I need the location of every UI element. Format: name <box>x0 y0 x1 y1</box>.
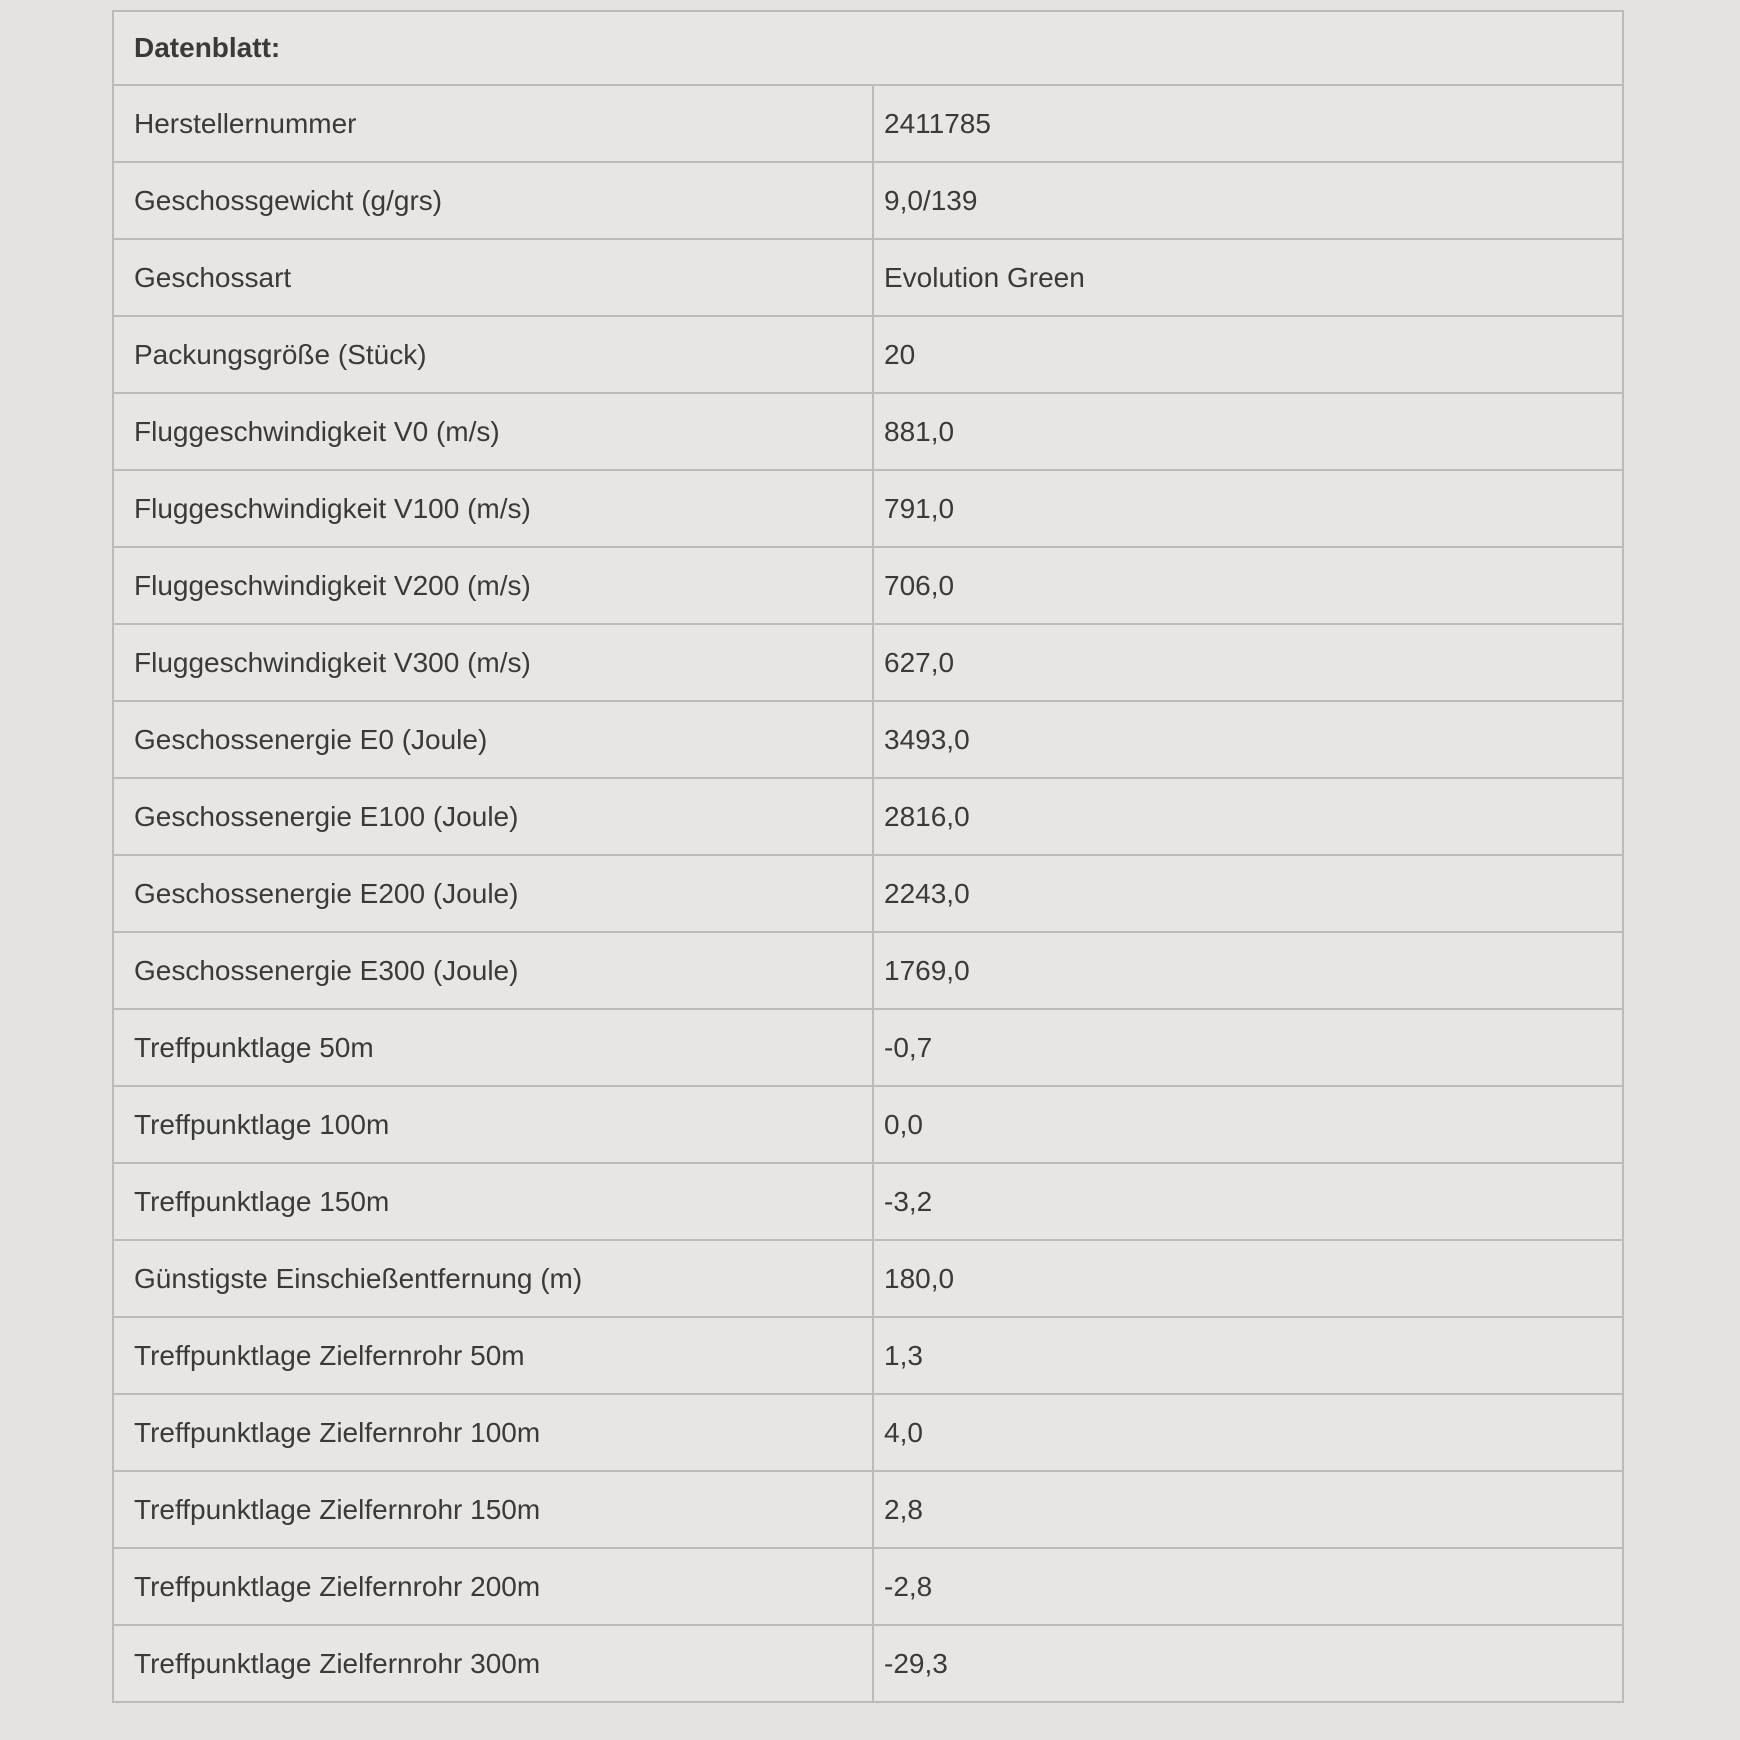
spec-label: Treffpunktlage Zielfernrohr 300m <box>113 1625 873 1702</box>
spec-label: Geschossgewicht (g/grs) <box>113 162 873 239</box>
spec-label: Geschossenergie E300 (Joule) <box>113 932 873 1009</box>
spec-value: 0,0 <box>873 1086 1623 1163</box>
spec-value: -0,7 <box>873 1009 1623 1086</box>
spec-label: Fluggeschwindigkeit V200 (m/s) <box>113 547 873 624</box>
table-row <box>113 1548 1623 1625</box>
spec-value: 4,0 <box>873 1394 1623 1471</box>
spec-label: Treffpunktlage Zielfernrohr 100m <box>113 1394 873 1471</box>
table-row <box>113 855 1623 932</box>
spec-value: -2,8 <box>873 1548 1623 1625</box>
table-row <box>113 932 1623 1009</box>
spec-value: 791,0 <box>873 470 1623 547</box>
table-row <box>113 85 1623 162</box>
table-row <box>113 1394 1623 1471</box>
spec-label: Treffpunktlage Zielfernrohr 200m <box>113 1548 873 1625</box>
spec-value: -29,3 <box>873 1625 1623 1702</box>
table-row <box>113 1009 1623 1086</box>
spec-label: Geschossenergie E200 (Joule) <box>113 855 873 932</box>
datasheet-title: Datenblatt: <box>113 11 1623 85</box>
table-row <box>113 1317 1623 1394</box>
spec-value: 180,0 <box>873 1240 1623 1317</box>
spec-label: Fluggeschwindigkeit V100 (m/s) <box>113 470 873 547</box>
spec-value: 2243,0 <box>873 855 1623 932</box>
datasheet-table <box>112 10 1624 1703</box>
spec-value: 2816,0 <box>873 778 1623 855</box>
table-row <box>113 1625 1623 1702</box>
spec-value: 2411785 <box>873 85 1623 162</box>
spec-label: Fluggeschwindigkeit V0 (m/s) <box>113 393 873 470</box>
spec-label: Geschossenergie E100 (Joule) <box>113 778 873 855</box>
spec-label: Geschossenergie E0 (Joule) <box>113 701 873 778</box>
table-row <box>113 239 1623 316</box>
spec-label: Geschossart <box>113 239 873 316</box>
datasheet-header-row <box>113 11 1623 85</box>
spec-value: 881,0 <box>873 393 1623 470</box>
table-row <box>113 470 1623 547</box>
spec-value: 627,0 <box>873 624 1623 701</box>
spec-value: -3,2 <box>873 1163 1623 1240</box>
table-row <box>113 701 1623 778</box>
spec-value: 9,0/139 <box>873 162 1623 239</box>
table-row <box>113 393 1623 470</box>
spec-label: Günstigste Einschießentfernung (m) <box>113 1240 873 1317</box>
spec-value: 2,8 <box>873 1471 1623 1548</box>
spec-label: Fluggeschwindigkeit V300 (m/s) <box>113 624 873 701</box>
table-row <box>113 1163 1623 1240</box>
table-row <box>113 547 1623 624</box>
datasheet-rows <box>113 85 1623 1702</box>
spec-value: 3493,0 <box>873 701 1623 778</box>
table-row <box>113 1471 1623 1548</box>
spec-label: Treffpunktlage Zielfernrohr 50m <box>113 1317 873 1394</box>
table-row <box>113 778 1623 855</box>
spec-label: Treffpunktlage 100m <box>113 1086 873 1163</box>
table-row <box>113 1086 1623 1163</box>
table-row <box>113 162 1623 239</box>
table-row <box>113 1240 1623 1317</box>
spec-value: 1,3 <box>873 1317 1623 1394</box>
spec-value: 706,0 <box>873 547 1623 624</box>
spec-value: 1769,0 <box>873 932 1623 1009</box>
spec-label: Treffpunktlage 150m <box>113 1163 873 1240</box>
table-row <box>113 624 1623 701</box>
spec-label: Herstellernummer <box>113 85 873 162</box>
spec-label: Treffpunktlage 50m <box>113 1009 873 1086</box>
spec-value: Evolution Green <box>873 239 1623 316</box>
spec-value: 20 <box>873 316 1623 393</box>
spec-label: Packungsgröße (Stück) <box>113 316 873 393</box>
spec-label: Treffpunktlage Zielfernrohr 150m <box>113 1471 873 1548</box>
table-row <box>113 316 1623 393</box>
